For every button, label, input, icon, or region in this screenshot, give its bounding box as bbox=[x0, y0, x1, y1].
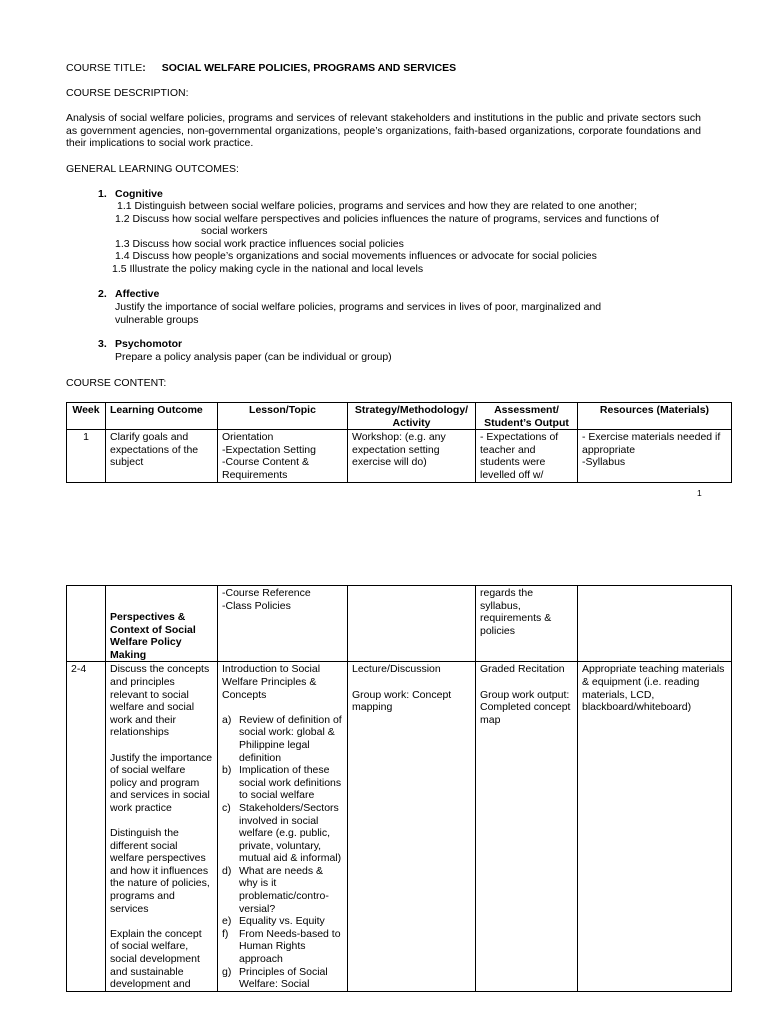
header-learning-outcome: Learning Outcome bbox=[106, 403, 218, 430]
outcome-paragraph: Justify the importance of social welfare policy and program and services in social work practice bbox=[110, 751, 213, 814]
assessment-line: Graded Recitation bbox=[480, 663, 565, 676]
outcome-paragraph: Distinguish the different social welfare perspectives and how it influences the nature of policies, programs and services bbox=[110, 827, 210, 915]
table-row bbox=[67, 430, 732, 482]
lesson-list-item bbox=[222, 915, 343, 928]
cognitive-number: 1. bbox=[98, 188, 107, 200]
strategy-line: Group work: Concept mapping bbox=[352, 688, 452, 714]
cognitive-item-1-2: 1.2 Discuss how social welfare perspectives and policies influences the nature of programs, services and functions of bbox=[115, 213, 659, 225]
list-item-text: Stakeholders/Sectors involved in social welfare (e.g. public, private, voluntary, mutual aid & informal) bbox=[239, 801, 342, 865]
course-content-table-continued bbox=[66, 585, 732, 992]
list-marker: g) bbox=[222, 965, 232, 978]
lesson-list-item bbox=[222, 928, 343, 966]
course-title-value: SOCIAL WELFARE POLICIES, PROGRAMS AND SERVICES bbox=[161, 62, 457, 74]
strategy-line: Lecture/Discussion bbox=[352, 663, 441, 676]
lesson-topic-cell bbox=[218, 430, 348, 482]
cognitive-item-1-2-cont: social workers bbox=[201, 225, 268, 237]
lesson-list-item bbox=[222, 865, 343, 915]
list-item-text: Equality vs. Equity bbox=[239, 915, 325, 928]
list-item-text: From Needs-based to Human Rights approach bbox=[239, 927, 341, 966]
psychomotor-number: 3. bbox=[98, 338, 107, 350]
course-content-label: COURSE CONTENT: bbox=[66, 377, 167, 389]
assessment-cell: regards the syllabus, requirements & policies bbox=[476, 586, 578, 662]
course-content-table bbox=[66, 402, 732, 483]
course-description-body: Analysis of social welfare policies, programs and services of relevant stakeholders and institutions in the public and private sectors such as government agencies, non-governmental organizations, people’s organizations, faith-based organizations, corporate foundations and their implications to social work practice. bbox=[66, 112, 701, 150]
lesson-list-item bbox=[222, 802, 343, 865]
affective-heading: Affective bbox=[115, 288, 160, 300]
lesson-line: -Course Content & Requirements bbox=[222, 456, 309, 481]
list-marker: c) bbox=[222, 801, 231, 814]
lesson-line: -Class Policies bbox=[222, 599, 291, 612]
resources-cell bbox=[578, 586, 732, 662]
lesson-line: Orientation bbox=[222, 431, 274, 444]
resource-line: - Exercise materials needed if appropriate bbox=[582, 431, 721, 456]
course-title bbox=[66, 62, 456, 75]
lesson-line: -Expectation Setting bbox=[222, 443, 316, 456]
strategy-cell bbox=[348, 586, 476, 662]
list-marker: d) bbox=[222, 864, 232, 877]
page-number: 1 bbox=[697, 488, 702, 498]
course-description-label: COURSE DESCRIPTION: bbox=[66, 87, 189, 99]
list-item-text: What are needs & why is it problematic/contro-versial? bbox=[239, 864, 329, 915]
lesson-intro: Introduction to Social Welfare Principles & Concepts bbox=[222, 663, 321, 701]
outcome-paragraph: Discuss the concepts and principles relevant to social welfare and social work and their relationships bbox=[110, 663, 210, 739]
list-marker: f) bbox=[222, 927, 229, 940]
course-title-colon: : bbox=[142, 62, 146, 74]
outcome-paragraph: Explain the concept of social welfare, social development and sustainable development and bbox=[110, 927, 202, 991]
strategy-cell bbox=[348, 662, 476, 991]
week-cell: 1 bbox=[67, 430, 106, 482]
list-marker: b) bbox=[222, 764, 232, 777]
lesson-list-item bbox=[222, 764, 343, 802]
header-week: Week bbox=[67, 403, 106, 430]
resources-cell: Appropriate teaching materials & equipment (i.e. reading materials, LCD, blackboard/whiteboard) bbox=[578, 662, 732, 991]
course-title-label: COURSE TITLE bbox=[66, 62, 143, 74]
list-marker: e) bbox=[222, 915, 232, 928]
section-heading: Perspectives & Context of Social Welfare Policy Making bbox=[110, 611, 196, 661]
cognitive-item-1-5: 1.5 Illustrate the policy making cycle in the national and local levels bbox=[112, 263, 424, 275]
resource-line: -Syllabus bbox=[582, 456, 626, 469]
lesson-list bbox=[222, 714, 343, 991]
list-item-text: Review of definition of social work: global & Philippine legal definition bbox=[239, 713, 342, 764]
section-heading-cell bbox=[106, 586, 218, 662]
lesson-line: -Course Reference bbox=[222, 587, 311, 599]
psychomotor-heading: Psychomotor bbox=[115, 338, 183, 350]
affective-number: 2. bbox=[98, 288, 107, 300]
general-learning-outcomes-label: GENERAL LEARNING OUTCOMES: bbox=[66, 163, 239, 175]
table-header-row bbox=[67, 403, 732, 430]
assessment-cell: - Expectations of teacher and students were levelled off w/ bbox=[476, 430, 578, 482]
assessment-line: Group work output: Completed concept map bbox=[480, 688, 571, 726]
cognitive-item-1-4: 1.4 Discuss how people’s organizations and social movements influences or advocate for social policies bbox=[115, 250, 597, 262]
lesson-topic-cell bbox=[218, 662, 348, 991]
assessment-cell bbox=[476, 662, 578, 991]
list-item-text: Principles of Social Welfare: Social bbox=[239, 965, 328, 991]
cognitive-heading: Cognitive bbox=[115, 188, 163, 200]
strategy-cell: Workshop: (e.g. any expectation setting exercise will do) bbox=[348, 430, 476, 482]
header-strategy: Strategy/Methodology/ Activity bbox=[348, 403, 476, 430]
header-resources: Resources (Materials) bbox=[578, 403, 732, 430]
header-assessment: Assessment/ Student’s Output bbox=[476, 403, 578, 430]
table-row bbox=[67, 662, 732, 991]
week-cell: 2-4 bbox=[67, 662, 106, 991]
week-cell bbox=[67, 586, 106, 662]
cognitive-item-1-3: 1.3 Discuss how social work practice influences social policies bbox=[115, 238, 404, 250]
list-item-text: Implication of these social work definitions to social welfare bbox=[239, 764, 342, 802]
learning-outcome-cell: Clarify goals and expectations of the subject bbox=[106, 430, 218, 482]
header-lesson-topic: Lesson/Topic bbox=[218, 403, 348, 430]
table-row bbox=[67, 586, 732, 662]
lesson-topic-cell bbox=[218, 586, 348, 662]
psychomotor-body: Prepare a policy analysis paper (can be individual or group) bbox=[115, 351, 392, 363]
resources-cell bbox=[578, 430, 732, 482]
lesson-list-item bbox=[222, 714, 343, 764]
affective-body: Justify the importance of social welfare policies, programs and services in lives of poor, marginalized and vulnerable groups bbox=[115, 301, 602, 326]
learning-outcome-cell bbox=[106, 662, 218, 991]
list-marker: a) bbox=[222, 713, 232, 726]
lesson-list-item bbox=[222, 966, 343, 991]
cognitive-item-1-1: 1.1 Distinguish between social welfare policies, programs and services and how they are related to one another; bbox=[117, 200, 638, 212]
